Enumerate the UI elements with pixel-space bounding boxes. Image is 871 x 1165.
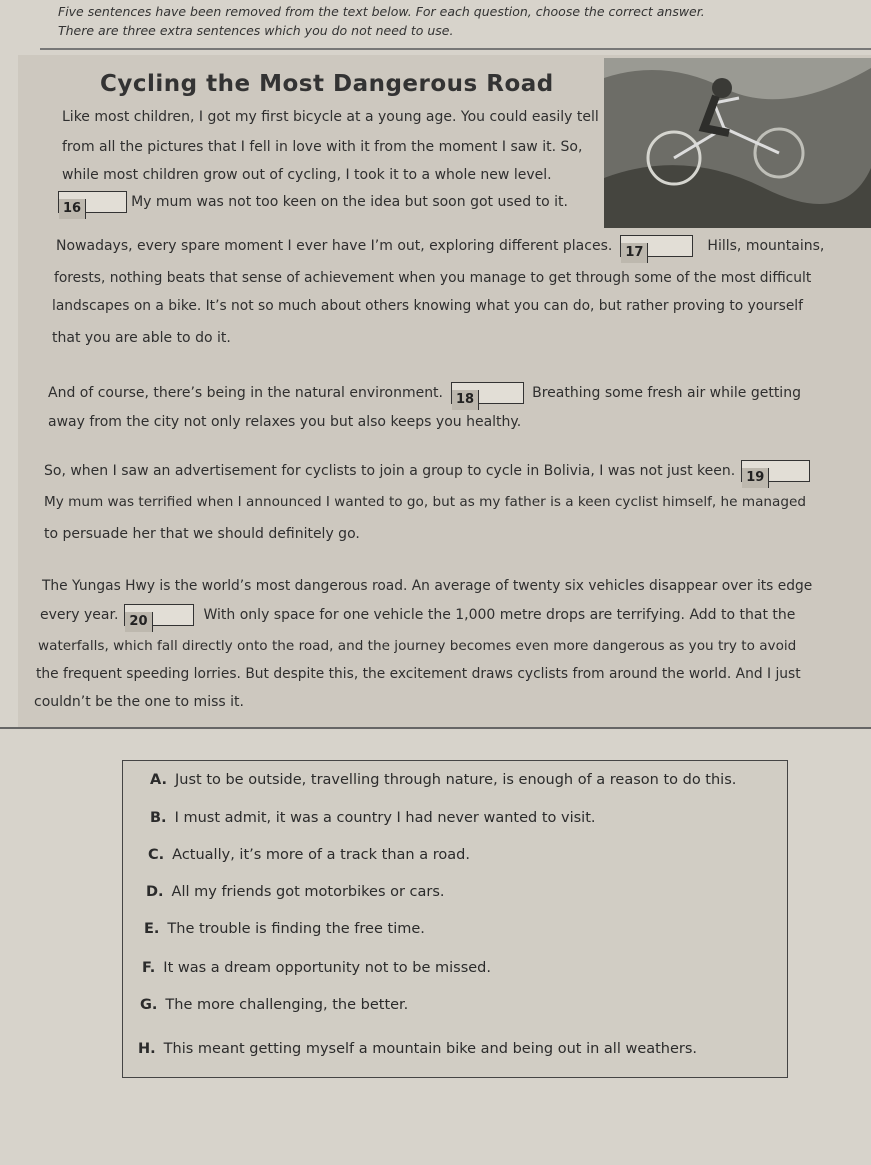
option-c-text: Actually, it’s more of a track than a road. [172,847,470,863]
p2-line-4: that you are able to do it. [52,330,231,346]
p5-line-2-text-a: every year. [40,607,119,623]
p3-line-1 [48,382,801,407]
option-g-text: The more challenging, the better. [165,997,409,1013]
p5-line-4: the frequent speeding lorries. But despite this, the excitement draws cyclists from around the world. And I just [36,666,801,682]
option-b-letter: B. [150,810,167,826]
p4-line-3: to persuade her that we should definitely go. [44,526,360,542]
p4-line-1 [44,460,814,485]
p2-line-1 [56,235,825,260]
gap-19-answer-box[interactable] [741,460,810,485]
option-b-text: I must admit, it was a country I had never wanted to visit. [174,810,596,826]
option-h[interactable] [138,1041,697,1057]
p4-line-1-text-a: So, when I saw an advertisement for cyclists to join a group to cycle in Bolivia, I was not just keen. [44,463,736,479]
cyclist-photo [604,58,871,228]
p5-line-3: waterfalls, which fall directly onto the road, and the journey becomes even more dangerous as you try to avoid [38,638,797,654]
option-e-letter: E. [144,921,160,937]
gap-16-number: 16 [59,199,86,219]
option-h-letter: H. [138,1041,156,1057]
p3-line-1-text-b: Breathing some fresh air while getting [532,385,801,401]
option-f-letter: F. [142,960,156,976]
p2-line-1-text-b: Hills, mountains, [707,238,825,254]
p2-line-3: landscapes on a bike. It’s not so much about others knowing what you can do, but rather proving to yourself [52,298,803,314]
instructions-line-2: There are three extra sentences which you do not need to use. [58,23,454,38]
gap-18-answer-box[interactable] [451,382,524,407]
p5-line-1: The Yungas Hwy is the world’s most dangerous road. An average of twenty six vehicles disappear over its edge [42,578,813,594]
bottom-divider [0,727,871,729]
gap-17-number: 17 [621,243,648,263]
p5-line-2-text-b: With only space for one vehicle the 1,000 metre drops are terrifying. Add to that the [203,607,796,623]
gap-17-answer-box[interactable] [620,235,693,260]
gap-18-number: 18 [452,390,479,410]
gap-16-answer-box[interactable] [58,191,127,216]
option-a-letter: A. [150,772,167,788]
instructions [58,2,858,40]
option-d-letter: D. [146,884,164,900]
p1-line-1: Like most children, I got my first bicycle at a young age. You could easily tell [62,109,599,125]
option-d-text: All my friends got motorbikes or cars. [171,884,445,900]
article-title: Cycling the Most Dangerous Road [100,71,554,97]
answer-options-box [122,760,788,1078]
option-b[interactable] [150,810,596,826]
option-f-text: It was a dream opportunity not to be missed. [163,960,491,976]
p1-line-4 [58,191,568,216]
option-d[interactable] [146,884,445,900]
instructions-line-1: Five sentences have been removed from the text below. For each question, choose the correct answer. [58,4,705,19]
p5-line-5: couldn’t be the one to miss it. [34,694,244,710]
p3-line-1-text-a: And of course, there’s being in the natural environment. [48,385,444,401]
p1-line-4-text: My mum was not too keen on the idea but soon got used to it. [131,194,568,210]
option-f[interactable] [142,960,491,976]
p4-line-2: My mum was terrified when I announced I wanted to go, but as my father is a keen cyclist himself, he managed [44,494,806,510]
option-e[interactable] [144,921,425,937]
option-g-letter: G. [140,997,158,1013]
option-e-text: The trouble is finding the free time. [167,921,425,937]
p1-line-2: from all the pictures that I fell in love with it from the moment I saw it. So, [62,139,583,155]
option-a-text: Just to be outside, travelling through nature, is enough of a reason to do this. [175,772,737,788]
option-c[interactable] [148,847,470,863]
p1-line-3: while most children grow out of cycling, I took it to a whole new level. [62,167,552,183]
gap-20-answer-box[interactable] [124,604,193,629]
p5-line-2 [40,604,796,629]
p2-line-1-text-a: Nowadays, every spare moment I ever have I’m out, exploring different places. [56,238,613,254]
option-c-letter: C. [148,847,165,863]
top-divider [40,48,871,50]
option-h-text: This meant getting myself a mountain bike and being out in all weathers. [163,1041,698,1057]
gap-20-number: 20 [125,612,152,632]
p2-line-2: forests, nothing beats that sense of achievement when you manage to get through some of the most difficult [54,270,812,286]
option-a[interactable] [150,772,736,788]
p3-line-2: away from the city not only relaxes you but also keeps you healthy. [48,414,522,430]
option-g[interactable] [140,997,408,1013]
gap-19-number: 19 [742,468,769,488]
